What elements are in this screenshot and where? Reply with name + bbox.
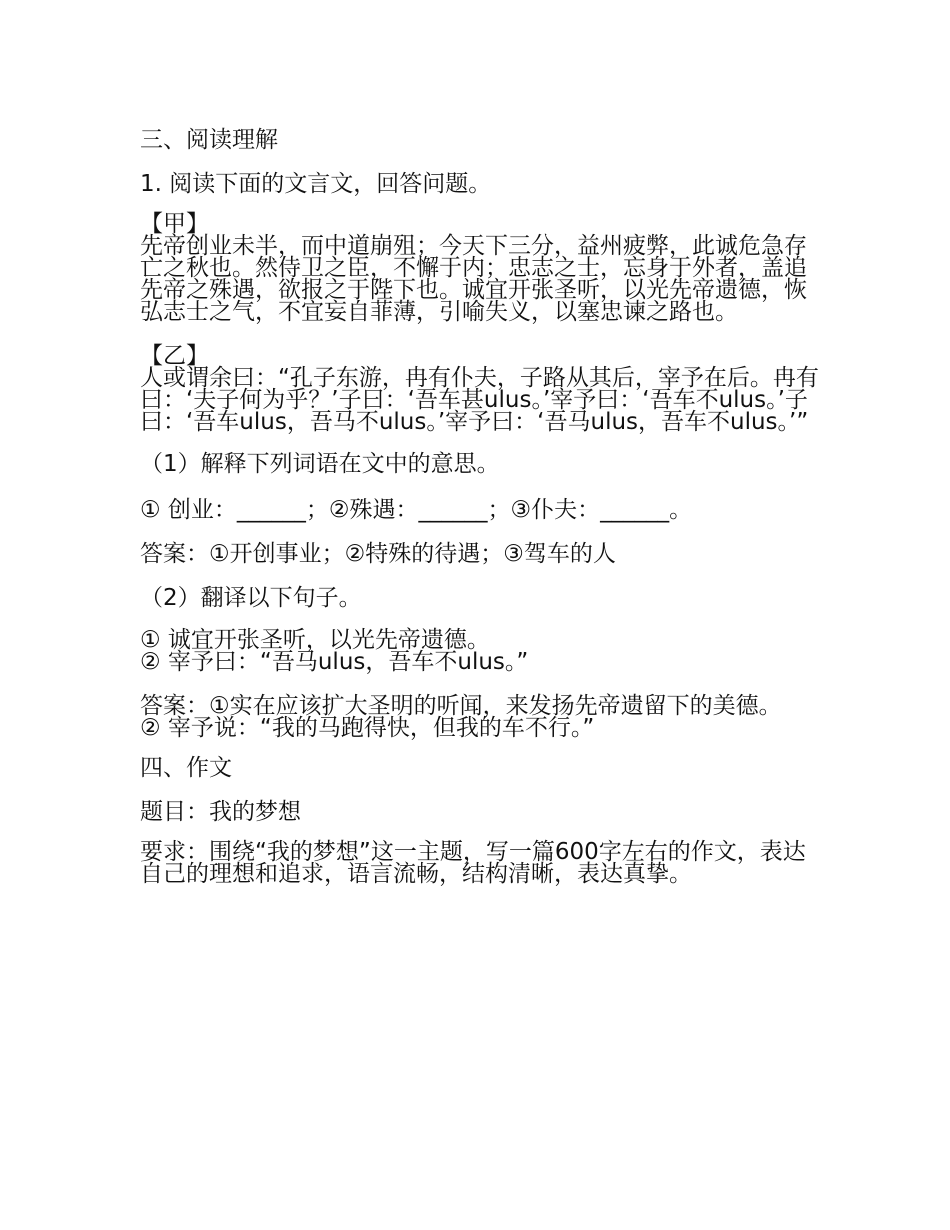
subquestion-two-answer-two: ② 宰予说：“我的马跑得快，但我的车不行。” (140, 715, 595, 741)
subquestion-two-answer-one: 答案：①实在应该扩大圣明的听闻，来发扬先帝遗留下的美德。 (140, 693, 782, 719)
question-one-prompt: 1. 阅读下面的文言文，回答问题。 (140, 171, 492, 197)
document-page (140, 125, 820, 885)
subquestion-two-item-one: ① 诚宜开张圣听，以光先帝遗德。 (140, 627, 490, 653)
section-four-title: 四、作文 (140, 755, 232, 781)
passage-jia-label: 【甲】 (140, 211, 209, 237)
subquestion-one-items: ① 创业：______；②殊遇：______；③仆夫：______。 (140, 497, 693, 523)
essay-requirement: 要求：围绕“我的梦想”这一主题，写一篇600字左右的作文，表达自己的理想和追求，语言流畅，结构清晰，表达真挚。 (140, 839, 806, 887)
subquestion-one-answer: 答案：①开创事业；②特殊的待遇；③驾车的人 (140, 541, 616, 567)
subquestion-two: （2）翻译以下句子。 (140, 585, 362, 611)
subquestion-two-item-two: ② 宰予曰：“吾马ulus，吾车不ulus。” (140, 649, 529, 675)
section-three-title: 三、阅读理解 (140, 127, 278, 153)
essay-topic: 题目：我的梦想 (140, 799, 301, 825)
passage-jia-text: 先帝创业未半，而中道崩殂；今天下三分，益州疲弊，此诚危急存亡之秋也。然侍卫之臣，不懈于内；忠志之士，忘身于外者，盖追先帝之殊遇，欲报之于陛下也。诚宜开张圣听，以光先帝遗德，恢弘志士之气，不宜妄自菲薄，引喻失义，以塞忠谏之路也。 (140, 233, 807, 325)
passage-yi-label: 【乙】 (140, 343, 209, 369)
subquestion-one: （1）解释下列词语在文中的意思。 (140, 451, 500, 477)
passage-yi-text: 人或谓余曰：“孔子东游，冉有仆夫，子路从其后，宰予在后。冉有曰：‘夫子何为乎？’子曰：‘吾车甚ulus。’宰予曰：‘吾车不ulus。’子曰：‘吾车ulus，吾马不ulus。’宰予曰：‘吾马ulus，吾车不ulus。’” (140, 365, 819, 435)
